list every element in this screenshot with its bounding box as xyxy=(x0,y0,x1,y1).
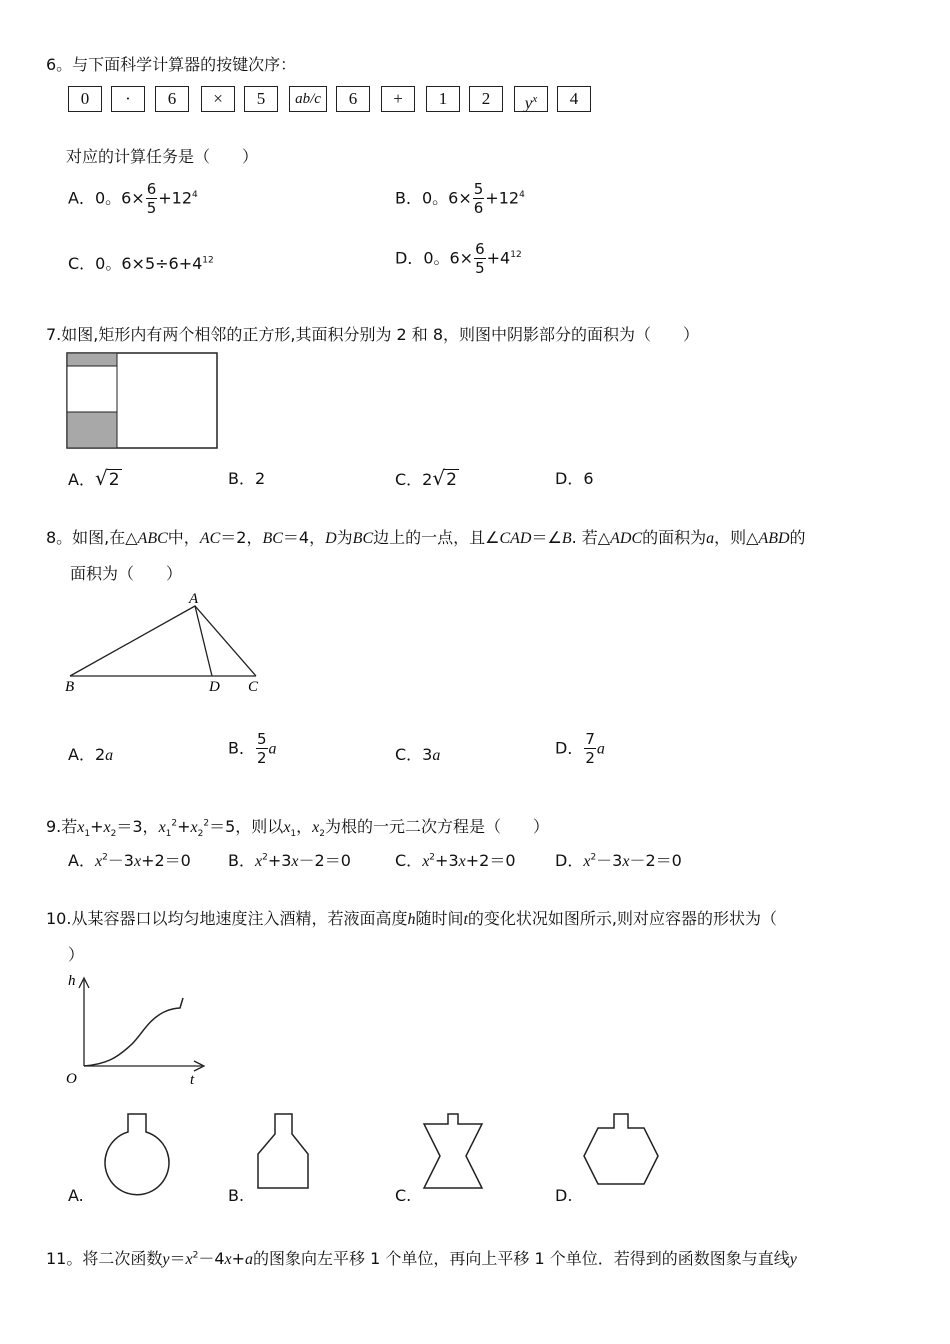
calc-key-times: × xyxy=(201,86,235,112)
q7-rectangle-figure xyxy=(66,352,218,450)
q9-option-b: B．$x^2+3x-2=0$ xyxy=(228,851,351,870)
q7-option-d: D．6 xyxy=(555,469,594,488)
q7-option-a: A．√2 xyxy=(68,466,120,490)
q10-stem-line2: ） xyxy=(68,945,85,964)
q6-option-d: D．0。6× $\frac{6}{5}$ $+4^{12}$ xyxy=(395,240,522,277)
q8-option-c: C．3a xyxy=(395,745,441,764)
calc-key-1: 1 xyxy=(426,86,460,112)
calc-key-plus: + xyxy=(381,86,415,112)
calc-key-2: 2 xyxy=(469,86,503,112)
container-d-hexagon xyxy=(578,1110,668,1200)
q6-prompt: 对应的计算任务是（ ） xyxy=(66,147,259,166)
vertex-label-d: D xyxy=(209,679,220,695)
q9-option-a: A．$x^2-3x+2=0$ xyxy=(68,851,191,870)
q7-option-b: B．2 xyxy=(228,469,266,488)
q10-option-a: A. xyxy=(68,1186,84,1205)
q7-option-c: C．2√2 xyxy=(395,466,457,490)
q8-option-d: D． $\frac{7}{2}$ a xyxy=(555,730,605,767)
q8-stem: 8。如图,在△ABC中，AC＝2，BC＝4，D为BC边上的一点，且∠CAD＝∠B. 若△ADC的面积为a，则△ABD的 xyxy=(46,528,806,547)
container-a-round-flask xyxy=(100,1108,180,1198)
q10-option-d: D. xyxy=(555,1186,573,1205)
q11-stem: 11。将二次函数$y=x^2-4x+a$的图象向左平移 1 个单位，再向上平移 1 个单位．若得到的函数图象与直线y xyxy=(46,1249,797,1268)
q10-option-c: C. xyxy=(395,1186,412,1205)
q6-option-a: A．0。6× $\frac{6}{5}$ $+12^4$ xyxy=(68,180,198,217)
calc-key-0: 0 xyxy=(68,86,102,112)
calc-key-dot: · xyxy=(111,86,145,112)
calc-key-5: 5 xyxy=(244,86,278,112)
axis-label-h: h xyxy=(68,973,76,989)
calc-key-6: 6 xyxy=(155,86,189,112)
vertex-label-a: A xyxy=(189,591,199,607)
calc-key-power: $y^x$ xyxy=(514,86,548,112)
q9-option-d: D．$x^2-3x-2=0$ xyxy=(555,851,682,870)
q9-stem: 9.若$x_1+x_2=3$，$x_1^2+x_2^2=5$，则以$x_1$，$x_2$为根的一元二次方程是（ ） xyxy=(46,817,550,840)
q10-option-b: B. xyxy=(228,1186,245,1205)
container-b-bottle xyxy=(250,1110,330,1200)
q8-option-a: A．2a xyxy=(68,745,114,764)
q6-option-c: C．0。$6\times 5\div 6+4^{12}$ xyxy=(68,254,214,273)
q10-graph xyxy=(62,968,212,1088)
axis-label-origin: O xyxy=(66,1071,77,1087)
calc-key-4: 4 xyxy=(557,86,591,112)
q7-stem: 7.如图,矩形内有两个相邻的正方形,其面积分别为 2 和 8，则图中阴影部分的面积为（ ） xyxy=(46,325,700,344)
axis-label-t: t xyxy=(190,1072,195,1088)
q8-triangle-figure xyxy=(62,590,272,695)
vertex-label-b: B xyxy=(65,679,75,695)
calc-key-6b: 6 xyxy=(336,86,370,112)
q6-stem: 6。与下面科学计算器的按键次序： xyxy=(46,55,297,74)
q10-stem: 10.从某容器口以均匀地速度注入酒精，若液面高度h随时间t的变化状况如图所示,则对应容器的形状为（ xyxy=(46,909,778,928)
q8-option-b: B． $\frac{5}{2}$ a xyxy=(228,730,277,767)
vertex-label-c: C xyxy=(248,679,259,695)
container-c-hourglass xyxy=(418,1110,498,1200)
calc-key-fraction: ab/c xyxy=(289,86,327,112)
q6-option-b: B．0。6× $\frac{5}{6}$ $+12^4$ xyxy=(395,180,525,217)
q8-stem-line2: 面积为（ ） xyxy=(70,564,183,583)
q9-option-c: C．$x^2+3x+2=0$ xyxy=(395,851,516,870)
